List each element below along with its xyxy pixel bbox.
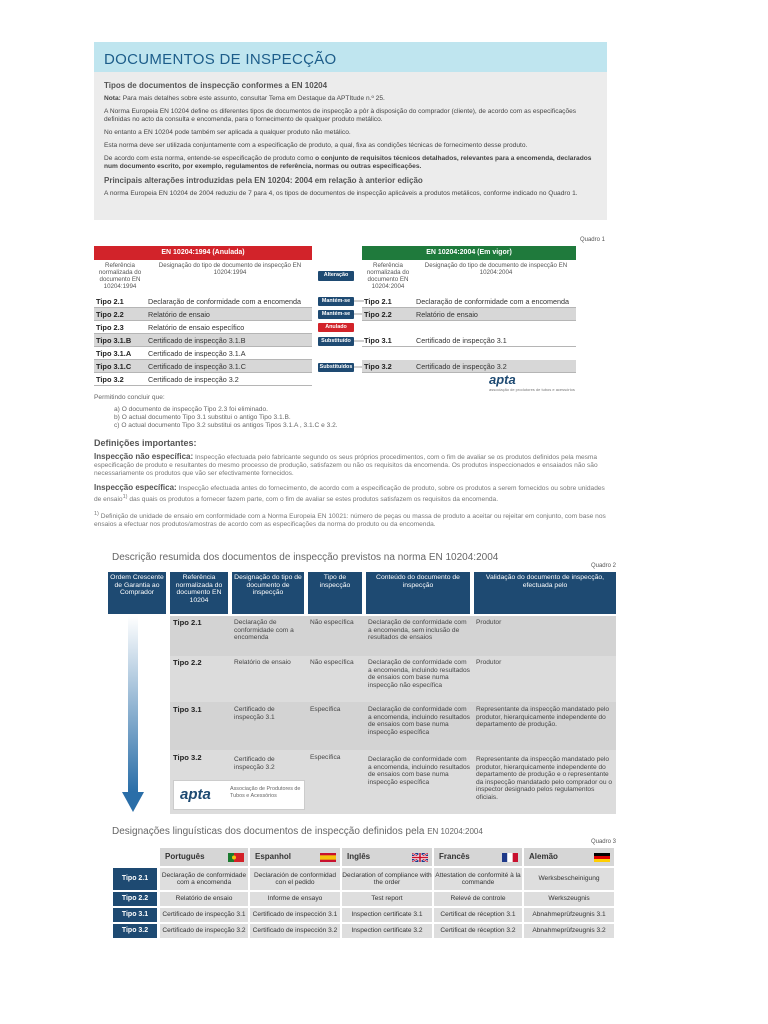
old-desc: Certificado de inspecção 3.1.C: [148, 362, 246, 371]
new-row: [362, 334, 576, 347]
q3-tipo: Tipo 2.1: [113, 868, 157, 890]
footnote-marker: 1): [94, 511, 99, 518]
q2-desig: Declaração de conformidade com a encomenda: [234, 619, 294, 641]
old-standard-band: EN 10204:1994 (Anulada): [94, 246, 312, 260]
q3-cell: Informe de ensayo: [250, 892, 340, 906]
quadro-2: [108, 548, 616, 818]
q2-insp: Específica: [310, 754, 341, 761]
q3-cell: Relevé de controle: [434, 892, 522, 906]
apta-logo-2-sub: Associação de Produtores de Tubos e Acessórios: [230, 786, 301, 799]
q3-cell: Declaration of compliance with the order: [342, 868, 432, 890]
q2-insp: Específica: [310, 706, 341, 713]
guarantee-arrow: [122, 616, 144, 812]
q3-cell: Certificado de inspecção 3.1: [160, 908, 248, 922]
apta-logo: [487, 372, 607, 394]
q2-cont: Declaração de conformidade com a encomenda, incluindo resultados de ensaios com base numa inspecção específica: [368, 756, 470, 786]
footnote: [94, 510, 610, 529]
intro-p4b: o conjunto de requisitos técnicos detalhados, relevantes para a encomenda, declarados num documento escrito, por exemplo, regulamentos de referência, normas ou outras especificações.: [104, 155, 592, 170]
new-row: [362, 295, 576, 308]
quadro-3: [108, 826, 616, 944]
old-row: [94, 321, 312, 334]
definitions-heading: Definições importantes:: [94, 438, 197, 448]
col-alteracao: Alteração: [318, 271, 354, 281]
q3-cell: Certificat de réception 3.1: [434, 908, 522, 922]
new-tipo: Tipo 3.2: [364, 362, 392, 371]
conclusion-a: a) O documento de inspecção Tipo 2.3 foi eliminado.: [114, 406, 268, 413]
text-2: Inspecção efectuada antes do fornecimento, de acordo com a especificação de produto, sobre os produtos a serem fornecidos ou sobre unidades de ensaio: [94, 485, 605, 504]
definition-2: [94, 484, 610, 504]
new-tipo: Tipo 2.1: [364, 297, 392, 306]
old-desc: Relatório de ensaio específico: [148, 323, 245, 332]
quadro-1-label: Quadro 1: [579, 237, 605, 243]
q2-header: Referência normalizada do documento EN 10204: [170, 572, 228, 614]
germany-flag-icon: [594, 853, 610, 862]
intro-p4a: De acordo com esta norma, entende-se especificação de produto como: [104, 155, 316, 162]
q2-valid: Produtor: [476, 619, 502, 626]
q2-header: Ordem Crescente de Garantia ao Comprador: [108, 572, 166, 614]
change-chip: Mantém-se: [318, 297, 354, 306]
conclusion: [94, 394, 607, 430]
q2-tipo: Tipo 2.1: [173, 618, 202, 627]
old-desc: Certificado de inspecção 3.1.A: [148, 349, 246, 358]
text-1: Inspecção efectuada pelo fabricante segundo os seus próprios procedimentos, com o fim de avaliar se os produtos definidos pela mesma especificação de produto e resultantes do mesmo processo de produção, satisfazem ou não os requisitos da encomenda. Os produtos inspeccionados e ensaiados não são necessariamente os produtos que vão ser efectivamente fornecidos.: [94, 454, 598, 477]
intro-heading: Tipos de documentos de inspecção conformes a EN 10204: [104, 81, 328, 90]
change-chip: Substituído: [318, 337, 354, 346]
quadro-2-title: Descrição resumida dos documentos de inspecção previstos na norma EN 10204:2004: [112, 552, 499, 563]
old-row: [94, 334, 312, 347]
intro-p3: Esta norma deve ser utilizada conjuntamente com a especificação de produto, a qual, fixa as condições técnicas de fornecimento desse produto.: [104, 142, 528, 149]
q3-cell: Inspection certificate 3.1: [342, 908, 432, 922]
old-desc: Declaração de conformidade com a encomenda: [148, 297, 302, 306]
q2-valid: Produtor: [476, 659, 502, 666]
q3-tipo: Tipo 3.1: [113, 908, 157, 922]
change-chip-anulado: Anulado: [318, 323, 354, 332]
q2-insp: Não específica: [310, 659, 354, 666]
spain-flag-icon: [320, 853, 336, 862]
quadro-2-label: Quadro 2: [590, 563, 616, 569]
q2-valid: Representante da inspecção mandatado pelo produtor, hierarquicamente independente do departamento de produção.: [476, 706, 610, 728]
q3-tipo: Tipo 3.2: [113, 924, 157, 938]
q2-insp: Não específica: [310, 619, 354, 626]
q2-desig: Certificado de inspecção 3.2: [234, 756, 275, 771]
intro-heading-2: Principais alterações introduzidas pela EN 10204: 2004 em relação à anterior edição: [104, 176, 423, 185]
quadro-3-title: [112, 826, 483, 837]
new-desc: Declaração de conformidade com a encomenda: [416, 297, 570, 306]
old-row: [94, 347, 312, 360]
new-desc: Certificado de inspecção 3.1: [416, 336, 507, 345]
new-standard-band: EN 10204:2004 (Em vigor): [362, 246, 576, 260]
apta-logo-2-text: apta: [180, 786, 211, 803]
definitions: [94, 439, 610, 535]
old-row: [94, 295, 312, 308]
lang-header-fr: [434, 848, 522, 866]
intro-panel: [94, 72, 607, 220]
intro-p5: A norma Europeia EN 10204 de 2004 reduziu de 7 para 4, os tipos de documentos de inspecção aplicáveis a produtos metálicos, conforme indicado no Quadro 1.: [104, 190, 578, 197]
q3-tipo: Tipo 2.2: [113, 892, 157, 906]
q2-cont: Declaração de conformidade com a encomenda, incluindo resultados de ensaios com base numa inspecção não específica: [368, 659, 470, 689]
q3-cell: Declaração de conformidade com a encomenda: [160, 868, 248, 890]
lang-header-en: [342, 848, 432, 866]
quadro-1: [94, 233, 609, 393]
q2-tipo: Tipo 3.2: [173, 753, 202, 762]
intro-note: [104, 95, 597, 103]
old-tipo: Tipo 3.1.A: [96, 349, 132, 358]
old-row: [94, 360, 312, 373]
lang-header-pt: [160, 848, 248, 866]
q2-valid: Representante da inspecção mandatado pelo produtor, hierarquicamente independente do departamento de produção e o representante da inspecção mandatado pelo comprador ou o inspector designado pelos regulamentos oficiais.: [476, 756, 612, 801]
apta-logo-2: [173, 780, 305, 810]
note-text: Para mais detalhes sobre este assunto, consultar Tema em Destaque da APTItude n.º 25.: [120, 95, 385, 102]
quadro-3-title-a: Designações linguísticas dos documentos de inspecção definidos pela: [112, 826, 428, 837]
old-desc: Relatório de ensaio: [148, 310, 210, 319]
old-desc: Certificado de inspecção 3.2: [148, 375, 239, 384]
term-1: Inspecção não específica:: [94, 452, 194, 461]
old-row: [94, 308, 312, 321]
change-chip: Mantém-se: [318, 310, 354, 319]
q2-header: Validação do documento de inspecção, efectuada pelo: [474, 572, 616, 614]
q3-cell: Abnahmeprüfzeugnis 3.2: [524, 924, 614, 938]
q3-cell: Inspection certificate 3.2: [342, 924, 432, 938]
new-desc: Relatório de ensaio: [416, 310, 478, 319]
old-tipo: Tipo 2.1: [96, 297, 124, 306]
intro-p4: [104, 155, 597, 171]
q2-desig: Certificado de inspecção 3.1: [234, 706, 275, 721]
lang-header-es: [250, 848, 340, 866]
q2-header: Designação do tipo de documento de inspecção: [232, 572, 304, 614]
q3-cell: Certificat de réception 3.2: [434, 924, 522, 938]
q2-header: Tipo de inspecção: [308, 572, 362, 614]
new-tipo: Tipo 2.2: [364, 310, 392, 319]
france-flag-icon: [502, 853, 518, 862]
new-tipo: Tipo 3.1: [364, 336, 392, 345]
quadro-3-label: Quadro 3: [590, 839, 616, 845]
q2-header: Conteúdo do documento de inspecção: [366, 572, 470, 614]
old-tipo: Tipo 2.2: [96, 310, 124, 319]
footnote-ref: 1): [122, 494, 128, 500]
q2-cont: Declaração de conformidade com a encomenda, incluindo resultados de ensaios com base numa inspecção específica: [368, 706, 470, 736]
page-title: DOCUMENTOS DE INSPECÇÃO: [104, 51, 337, 68]
old-col-desig: Designação do tipo de documento de inspecção EN 10204:1994: [158, 262, 302, 276]
lang-label: Francês: [439, 852, 470, 861]
q3-cell: Werksbescheinigung: [524, 868, 614, 890]
lang-label: Inglês: [347, 852, 371, 861]
conclusion-intro: Permitindo concluir que:: [94, 394, 165, 401]
old-row: [94, 373, 312, 386]
q3-cell: Certificado de inspección 3.2: [250, 924, 340, 938]
new-col-ref: Referência normalizada do documento EN 10204:2004: [366, 262, 410, 290]
definition-1: [94, 453, 610, 478]
q3-cell: Certificado de inspecção 3.2: [160, 924, 248, 938]
lang-label: Português: [165, 852, 205, 861]
new-desc: Certificado de inspecção 3.2: [416, 362, 507, 371]
lang-label: Alemão: [529, 852, 558, 861]
q3-cell: Declaración de conformidad con el pedido: [250, 868, 340, 890]
note-label: Nota:: [104, 95, 121, 102]
apta-logo-sub: associação de produtores de tubos e acessórios: [489, 387, 575, 392]
new-col-desig: Designação do tipo de documento de inspecção EN 10204:2004: [424, 262, 568, 276]
lang-header-de: [524, 848, 614, 866]
portugal-flag-icon: [228, 853, 244, 862]
intro-p1: A Norma Europeia EN 10204 define os diferentes tipos de documentos de inspecção a pôr à disposição do comprador (cliente), de acordo com as especificações definidas no acto da consulta e encomenda, para o fornecimento de qualquer produto metálico.: [104, 108, 577, 123]
q2-cont: Declaração de conformidade com a encomenda, sem inclusão de resultados de ensaios: [368, 619, 467, 641]
q2-tipo: Tipo 2.2: [173, 658, 202, 667]
intro-p2: No entanto a EN 10204 pode também ser aplicada a qualquer produto não metálico.: [104, 129, 351, 136]
q3-cell: Abnahmeprüfzeugnis 3.1: [524, 908, 614, 922]
q3-cell: Certificado de inspección 3.1: [250, 908, 340, 922]
lang-label: Espanhol: [255, 852, 292, 861]
q2-desig: Relatório de ensaio: [234, 659, 291, 666]
q3-cell: Attestation de conformité à la commande: [434, 868, 522, 890]
old-col-ref: Referência normalizada do documento EN 10204:1994: [98, 262, 142, 290]
quadro-3-title-b: EN 10204:2004: [427, 827, 483, 836]
q3-cell: Test report: [342, 892, 432, 906]
uk-flag-icon: [412, 853, 428, 862]
apta-logo-text: apta: [489, 372, 516, 387]
text-2b: das quais os produtos a fornecer fazem parte, com o fim de avaliar se estes produtos satisfazem os requisitos da encomenda.: [127, 496, 499, 504]
old-desc: Certificado de inspecção 3.1.B: [148, 336, 246, 345]
old-tipo: Tipo 3.1.C: [96, 362, 132, 371]
conclusion-b: b) O actual documento Tipo 3.1 substitui o antigo Tipo 3.1.B.: [114, 414, 291, 421]
footnote-text: Definição de unidade de ensaio em conformidade com a Norma Europeia EN 10021: número de peças ou massa de produto a aceitar ou rejeitar em conjunto, com base nos ensaios a efectuar nos produtos/amostras de acordo com as especificações da norma do produto ou da encomenda.: [94, 513, 606, 529]
old-tipo: Tipo 3.1.B: [96, 336, 132, 345]
q3-cell: Relatório de ensaio: [160, 892, 248, 906]
new-row: [362, 308, 576, 321]
title-bar: [94, 42, 607, 72]
old-tipo: Tipo 3.2: [96, 375, 124, 384]
q2-tipo: Tipo 3.1: [173, 705, 202, 714]
conclusion-c: c) O actual documento Tipo 3.2 substitui os antigos Tipos 3.1.A , 3.1.C e 3.2.: [114, 422, 338, 429]
q3-cell: Werkszeugnis: [524, 892, 614, 906]
term-2: Inspecção específica:: [94, 483, 177, 492]
change-chip: Substituídos: [319, 364, 353, 370]
old-tipo: Tipo 2.3: [96, 323, 124, 332]
